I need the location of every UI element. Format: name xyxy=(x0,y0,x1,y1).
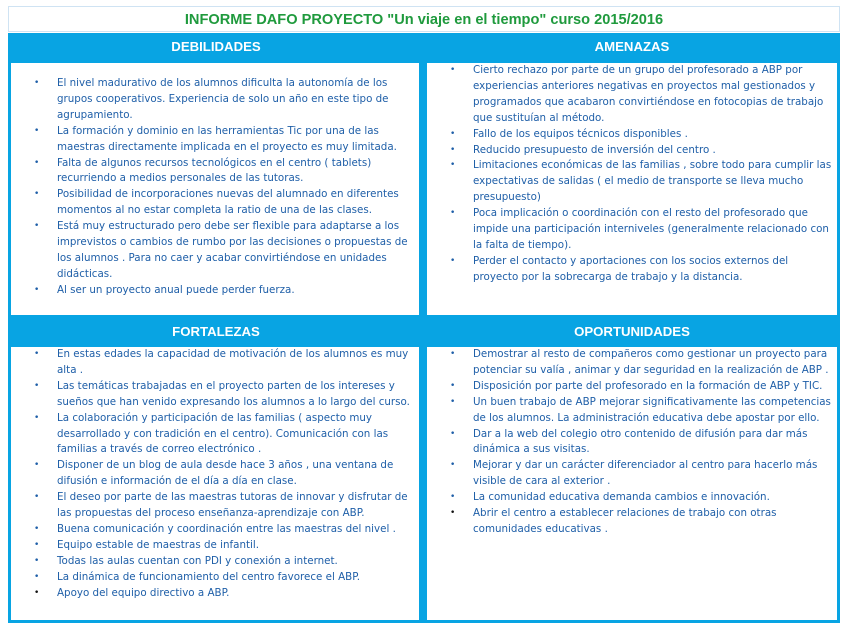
bullet-dot-icon: • xyxy=(34,380,40,391)
fortalezas-list xyxy=(11,347,419,602)
bullet-dot-icon: • xyxy=(34,523,40,534)
bullet-dot-icon: • xyxy=(34,157,40,168)
list-item: • Equipo estable de maestras de infantil. xyxy=(11,538,419,554)
list-item: • El nivel madurativo de los alumnos dificulta la autonomía de los grupos cooperativos. Experiencia de solo un año en este tipo de agrupamiento. xyxy=(34,77,389,121)
list-item: • Las temáticas trabajadas en el proyecto parten de los intereses y sueños que han venido expresando los alumnos a lo largo del curso. xyxy=(34,379,410,408)
bullet-dot-icon: • xyxy=(34,189,40,200)
bullet-dot-icon: • xyxy=(34,412,40,423)
bullet-dot-icon: • xyxy=(34,555,40,566)
report-title: INFORME DAFO PROYECTO "Un viaje en el tiempo" curso 2015/2016 xyxy=(8,6,840,32)
bullet-dot-icon: • xyxy=(450,65,456,75)
bullet-dot-icon: • xyxy=(34,349,40,359)
debilidades-header: DEBILIDADES xyxy=(171,39,261,54)
fortalezas-header: FORTALEZAS xyxy=(172,324,260,339)
bullet-dot-icon: • xyxy=(34,460,40,471)
debilidades-list xyxy=(11,76,419,299)
bullet-dot-icon: • xyxy=(450,428,456,439)
bullet-dot-icon: • xyxy=(450,128,456,139)
list-item: • Buena comunicación y coordinación entre las maestras del nivel . xyxy=(11,522,419,538)
bullet-dot-icon: • xyxy=(450,144,456,155)
amenazas-header: AMENAZAS xyxy=(594,39,670,54)
list-item: • Limitaciones económicas de las familias , sobre todo para cumplir las expectativas de salidas ( el medio de transporte se lleva mucho presupuesto) xyxy=(450,159,832,204)
oportunidades-panel xyxy=(427,347,837,620)
amenazas-panel xyxy=(427,63,837,315)
bullet-dot-icon: • xyxy=(450,508,456,519)
fortalezas-panel xyxy=(11,347,419,620)
list-item: • Abrir el centro a establecer relaciones de trabajo con otras comunidades educativas . xyxy=(450,507,777,535)
amenazas-list xyxy=(427,63,837,286)
oportunidades-header: OPORTUNIDADES xyxy=(574,324,690,339)
list-item: • Disposición por parte del profesorado en la formación de ABP y TIC. xyxy=(427,379,837,395)
list-item: • La formación y dominio en las herramientas Tic por una de las maestras directamente implicada en el proyecto es muy limitada. xyxy=(34,124,397,153)
list-item: • Al ser un proyecto anual puede perder fuerza. xyxy=(11,283,419,299)
list-item: • Apoyo del equipo directivo a ABP. xyxy=(11,586,419,602)
oportunidades-list xyxy=(427,347,837,538)
bullet-dot-icon: • xyxy=(34,587,40,598)
list-item: • Perder el contacto y aportaciones con los socios externos del proyecto por la sobrecarga de trabajo y la distancia. xyxy=(450,254,789,283)
bullet-dot-icon: • xyxy=(450,349,456,359)
bullet-dot-icon: • xyxy=(34,539,40,550)
bullet-dot-icon: • xyxy=(450,380,456,391)
list-item: • Dar a la web del colegio otro contenido de difusión para dar más dinámica a sus visitas. xyxy=(450,427,808,456)
list-item: • El deseo por parte de las maestras tutoras de innovar y disfrutar de las propuestas del proceso enseñanza-aprendizaje con ABP. xyxy=(34,491,408,520)
list-item: • Demostrar al resto de compañeros como gestionar un proyecto para potenciar su valía , animar y dar seguridad en la realización de ABP . xyxy=(450,348,829,376)
bullet-dot-icon: • xyxy=(34,492,40,503)
list-item: • Un buen trabajo de ABP mejorar significativamente las competencias de los alumnos. La administración educativa debe apostar por ello. xyxy=(450,395,831,424)
bullet-dot-icon: • xyxy=(34,571,40,582)
bullet-dot-icon: • xyxy=(34,78,40,88)
list-item: • Falta de algunos recursos tecnológicos en el centro ( tablets) recurriendo a medios personales de las tutoras. xyxy=(34,156,372,185)
list-item: • Todas las aulas cuentan con PDI y conexión a internet. xyxy=(11,554,419,570)
bullet-dot-icon: • xyxy=(34,125,40,136)
bullet-dot-icon: • xyxy=(34,221,40,232)
list-item: • Poca implicación o coordinación con el resto del profesorado que impide una participación interniveles (generalmente relacionado con la falta de tiempo). xyxy=(450,207,829,251)
bullet-dot-icon: • xyxy=(450,492,456,503)
bullet-dot-icon: • xyxy=(450,255,456,266)
bullet-dot-icon: • xyxy=(34,284,40,295)
list-item: • Reducido presupuesto de inversión del centro . xyxy=(427,143,837,159)
list-item: • En estas edades la capacidad de motivación de los alumnos es muy alta . xyxy=(34,348,409,376)
list-item: • Disponer de un blog de aula desde hace 3 años , una ventana de difusión e información de el día a día en clase. xyxy=(34,459,394,488)
list-item: • Está muy estructurado pero debe ser flexible para adaptarse a los imprevistos o cambios de rumbo por las decisiones o propuestas de los alumnos . Para no caer y acabar convirtiéndose en unidades didácticas. xyxy=(34,220,408,280)
bullet-dot-icon: • xyxy=(450,208,456,219)
list-item: • Mejorar y dar un carácter diferenciador al centro para hacerlo más visible de cara al exterior . xyxy=(450,459,818,488)
bullet-dot-icon: • xyxy=(450,160,456,171)
list-item: • Cierto rechazo por parte de un grupo del profesorado a ABP por experiencias anteriores negativas en proyectos mal gestionados y programados que acabaron convirtiéndose en fotocopias de trabajo que sustituían al método. xyxy=(450,64,824,124)
list-item: • Fallo de los equipos técnicos disponibles . xyxy=(427,127,837,143)
list-item: • La colaboración y participación de las familias ( aspecto muy desarrollado y con tradición en el centro). Comunicación con las familias a través de correo electrónico . xyxy=(34,411,389,456)
dafo-table xyxy=(8,33,840,623)
bullet-dot-icon: • xyxy=(450,460,456,471)
list-item: • La dinámica de funcionamiento del centro favorece el ABP. xyxy=(11,570,419,586)
bullet-dot-icon: • xyxy=(450,396,456,407)
list-item: • Posibilidad de incorporaciones nuevas del alumnado en diferentes momentos al no estar completa la ratio de una de las clases. xyxy=(34,188,399,217)
list-item: • La comunidad educativa demanda cambios e innovación. xyxy=(427,490,837,506)
debilidades-panel xyxy=(11,63,419,315)
